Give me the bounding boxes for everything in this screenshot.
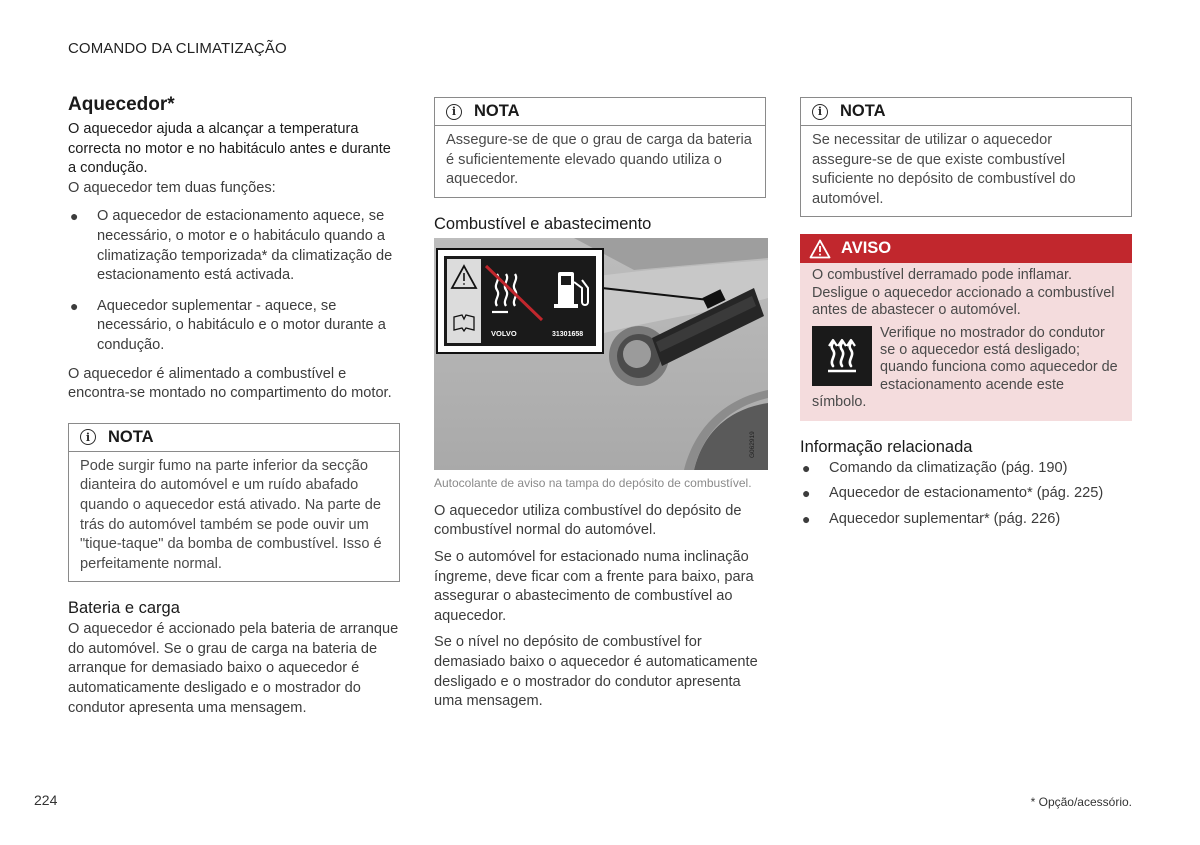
fuel-paragraph: O aquecedor é alimentado a combustível e encontra-se montado no compartimento do motor. bbox=[68, 365, 392, 402]
note-box bbox=[68, 423, 400, 583]
note-text: Pode surgir fumo na parte inferior da secção dianteira do automóvel e um ruído abafado quando o aquecedor está ativado. Na parte de trás do automóvel também se pode ouvir um "tique-taque" da bomba de combustível. Isso é perfeitamente normal. bbox=[80, 457, 382, 572]
warning-text-symbol: Verifique no mostrador do condutor se o aquecedor está desligado; quando funciona como aquecedor de estacionamento acende este símbolo. bbox=[812, 324, 1118, 411]
paragraph: Se o nível no depósito de combustível for demasiado baixo o aquecedor é automaticamente desligado e o mostrador do condutor apresenta uma mensagem. bbox=[434, 634, 758, 710]
warning-text: O combustível derramado pode inflamar. Desligue o aquecedor accionado a combustível antes de abastecer o automóvel. bbox=[812, 267, 1115, 319]
page-number: 224 bbox=[34, 792, 58, 808]
note-title: NOTA bbox=[840, 102, 886, 120]
image-caption: Autocolante de aviso na tampa do depósito de combustível. bbox=[434, 475, 752, 490]
footer-note: * Opção/acessório. bbox=[1030, 795, 1132, 809]
bullet-icon: ● bbox=[802, 459, 811, 476]
note-box bbox=[434, 97, 766, 198]
label-code: 31301658 bbox=[552, 330, 584, 338]
battery-title: Bateria e carga bbox=[68, 599, 180, 618]
related-link[interactable]: ● Comando da climatização (pág. 190) bbox=[800, 459, 1132, 479]
info-icon: i bbox=[446, 104, 462, 120]
warning-header bbox=[800, 234, 1132, 263]
paragraph: O aquecedor utiliza combustível do depósito de combustível normal do automóvel. bbox=[434, 502, 742, 539]
note-header bbox=[801, 98, 1131, 126]
note-box bbox=[800, 97, 1132, 217]
list-item: ● O aquecedor de estacionamento aquece, se necessário, o motor e o habitáculo quando a climatização temporizada* da climatização de estacionamento está activada. bbox=[70, 208, 393, 284]
bullet-icon: ● bbox=[802, 510, 811, 527]
image-ref: G062919 bbox=[749, 431, 756, 458]
note-body bbox=[435, 126, 765, 197]
battery-text: O aquecedor é accionado pela bateria de arranque do automóvel. Se o grau de carga na bateria de arranque for demasiado baixo o aquecedor é automaticamente desligado e o mostrador do condutor apresenta uma mensagem. bbox=[68, 621, 399, 716]
note-body bbox=[801, 126, 1131, 216]
fuel-title: Combustível e abastecimento bbox=[434, 214, 652, 233]
page-header: COMANDO DA CLIMATIZAÇÃO bbox=[68, 40, 287, 57]
warning-title: AVISO bbox=[841, 239, 892, 258]
note-header bbox=[435, 98, 765, 126]
lead-paragraph: O aquecedor ajuda a alcançar a temperatura correcta no motor e no habitáculo antes e durante a condução. bbox=[68, 121, 391, 177]
info-icon: i bbox=[812, 104, 828, 120]
list-item: ● Aquecedor suplementar - aquece, se necessário, o habitáculo e o motor durante a condução. bbox=[70, 297, 386, 353]
note-title: NOTA bbox=[474, 102, 520, 120]
note-text: Assegure-se de que o grau de carga da bateria é suficientemente elevado quando utiliza o aquecedor. bbox=[446, 132, 752, 188]
note-title: NOTA bbox=[108, 427, 154, 446]
functions-intro: O aquecedor tem duas funções: bbox=[68, 179, 276, 196]
warning-box bbox=[800, 234, 1132, 420]
warning-triangle-icon bbox=[809, 239, 831, 259]
bullet-icon: ● bbox=[70, 208, 79, 225]
fuel-cap-illustration bbox=[434, 238, 768, 470]
info-icon: i bbox=[80, 429, 96, 445]
functions-list bbox=[68, 207, 400, 355]
label-brand: VOLVO bbox=[491, 328, 517, 338]
paragraph: Se o automóvel for estacionado numa inclinação íngreme, deve ficar com a frente para baixo, para assegurar o abastecimento de combustível ao aquecedor. bbox=[434, 548, 754, 624]
related-link[interactable]: ● Aquecedor de estacionamento* (pág. 225) bbox=[800, 484, 1132, 504]
note-header bbox=[69, 424, 399, 452]
section-title: Aquecedor* bbox=[68, 94, 175, 115]
heat-waves-icon bbox=[812, 326, 872, 386]
note-text: Se necessitar de utilizar o aquecedor assegure-se de que existe combustível suficiente no depósito de combustível do automóvel. bbox=[812, 132, 1076, 207]
bullet-icon: ● bbox=[70, 297, 79, 314]
related-link[interactable]: ● Aquecedor suplementar* (pág. 226) bbox=[800, 510, 1132, 530]
related-list bbox=[800, 459, 1132, 530]
column-avisos bbox=[800, 97, 1132, 529]
fuel-cap-image bbox=[434, 238, 768, 470]
related-title: Informação relacionada bbox=[800, 437, 973, 456]
note-body bbox=[69, 452, 399, 582]
warning-body bbox=[800, 263, 1132, 420]
bullet-icon: ● bbox=[802, 485, 811, 502]
column-aquecedor bbox=[68, 94, 400, 718]
column-combustivel bbox=[434, 97, 766, 712]
